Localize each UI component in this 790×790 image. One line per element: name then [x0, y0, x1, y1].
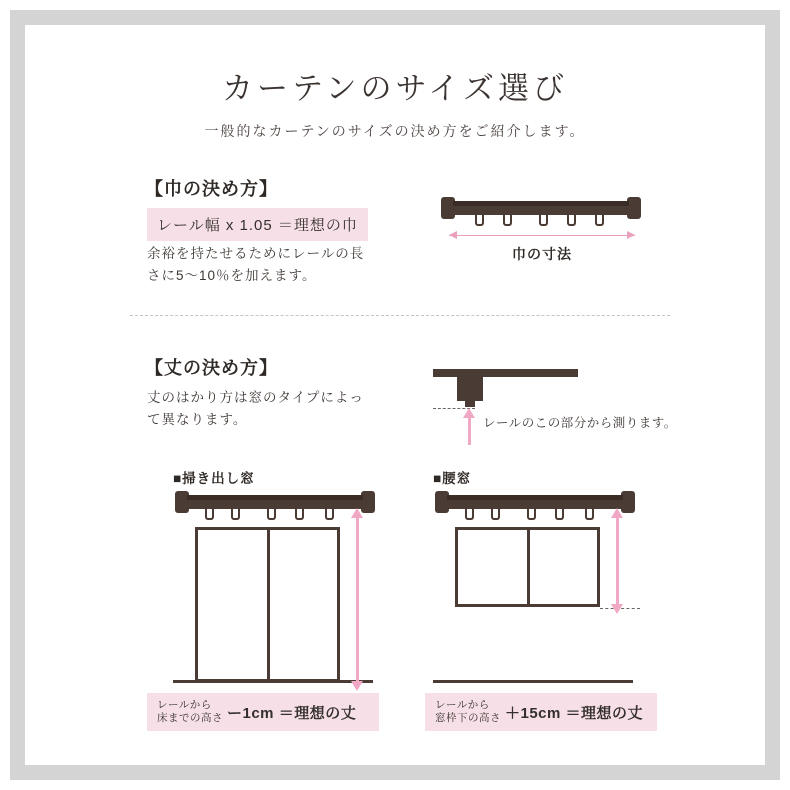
section-divider	[130, 315, 670, 316]
curtain-rail-width-illustration	[441, 197, 641, 223]
width-dimension-arrow	[449, 235, 635, 236]
window-1-length-arrow	[356, 517, 359, 682]
ceiling-rail-bracket	[457, 377, 483, 401]
rail-hook-icon	[491, 509, 500, 520]
rail-hook-icon	[325, 509, 334, 520]
width-dimension-label: 巾の寸法	[512, 246, 572, 262]
width-section-heading: 【巾の決め方】	[145, 179, 278, 199]
window-2-result-small	[435, 699, 501, 725]
content-area	[25, 25, 765, 765]
rail-hook-icon	[585, 509, 594, 520]
window-2-result-small-line2: 窓枠下の高さ	[435, 712, 501, 724]
rail-bar-top	[447, 495, 623, 500]
window-1-result-small-line1: レールから	[157, 699, 212, 711]
width-formula: レール幅 x 1.05 ＝理想の巾	[147, 208, 368, 241]
rail-hook-icon	[267, 509, 276, 520]
arrow-head-down-icon	[351, 681, 363, 691]
rail-bar-top	[453, 201, 629, 206]
arrow-head-up-icon	[611, 508, 623, 518]
rail-hook-icon	[595, 215, 604, 226]
length-section-heading: 【丈の決め方】	[145, 358, 278, 378]
rail-hook-icon	[205, 509, 214, 520]
rail-hook-icon	[475, 215, 484, 226]
measure-start-arrow	[468, 417, 471, 445]
rail-hook-icon	[567, 215, 576, 226]
window-2-result-box	[425, 693, 657, 731]
rail-hook-icon	[295, 509, 304, 520]
window-2-floor-line	[433, 680, 633, 683]
arrow-head-down-icon	[611, 604, 623, 614]
width-section-body: 余裕を持たせるためにレールの長さに5〜10％を加えます。	[147, 246, 365, 283]
window-1-floor-line	[173, 680, 373, 683]
length-section-body: 丈のはかり方は窓のタイプによって異なります。	[147, 390, 364, 427]
window-1-result-big: ー1cm ＝理想の丈	[227, 704, 357, 722]
rail-hook-icon	[527, 509, 536, 520]
rail-hook-icon	[465, 509, 474, 520]
arrow-head-up-icon	[351, 508, 363, 518]
window-1-result-small-line2: 床までの高さ	[157, 712, 223, 724]
page-title: カーテンのサイズ選び	[222, 71, 568, 106]
rail-hook-icon	[555, 509, 564, 520]
window-1-result-small	[157, 699, 223, 725]
rail-cap-right-icon	[621, 491, 635, 513]
arrow-head-up-icon	[463, 408, 475, 418]
window-1-label: ■掃き出し窓	[173, 471, 255, 486]
curtain-rail-window-1	[175, 491, 375, 517]
ceiling-rail-hook-stub	[465, 401, 475, 407]
ceiling-rail-plate	[433, 369, 578, 377]
window-2-mullion	[527, 527, 530, 607]
window-2-result-big: ＋15cm ＝理想の丈	[505, 704, 644, 722]
rail-hook-icon	[231, 509, 240, 520]
rail-hook-icon	[539, 215, 548, 226]
window-1-mullion	[267, 527, 270, 682]
rail-cap-right-icon	[627, 197, 641, 219]
window-2-length-arrow	[616, 517, 619, 605]
rail-cap-right-icon	[361, 491, 375, 513]
window-1-result-box	[147, 693, 379, 731]
page-subtitle: 一般的なカーテンのサイズの決め方をご紹介します。	[204, 123, 586, 139]
rail-measure-note: レールのこの部分から測ります。	[483, 416, 677, 430]
rail-bar-top	[187, 495, 363, 500]
window-2-label: ■腰窓	[433, 471, 472, 486]
curtain-rail-window-2	[435, 491, 635, 517]
window-2-result-small-line1: レールから	[435, 699, 490, 711]
rail-hook-icon	[503, 215, 512, 226]
